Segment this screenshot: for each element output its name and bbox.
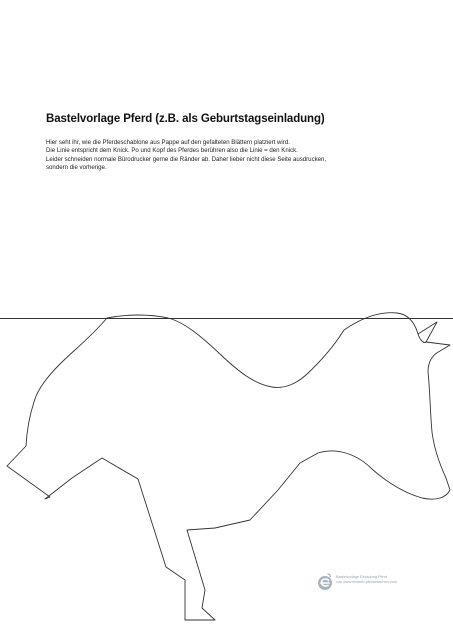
paragraph-line-1: Hier seht ihr, wie die Pferdeschablone aus Pappe auf den gefalteten Blättern platziert wird. <box>46 139 290 146</box>
paragraph-line-3: Leider schneiden normale Bürodrucker gerne die Ränder ab. Daher lieber nicht diese Seite ausdrucken, <box>46 155 327 163</box>
paragraph-line-4: sondern die vorherige. <box>46 164 107 172</box>
e-logo-icon <box>315 571 335 591</box>
footer-line-2: von www.einfach-pferdesachen.com <box>336 580 397 585</box>
footer-credit <box>336 575 397 585</box>
footer-line-1: Bastelvorlage Einladung Pferd <box>336 575 388 579</box>
paragraph-line-2: Die Linie entspricht dem Knick. Po und Kopf des Pferdes berühren also die Linie = den Knick. <box>46 147 298 155</box>
page-title: Bastelvorlage Pferd (z.B. als Geburtstagseinladung) <box>46 113 325 125</box>
horse-outline-path <box>7 313 450 620</box>
horse-ear-line <box>418 334 426 343</box>
